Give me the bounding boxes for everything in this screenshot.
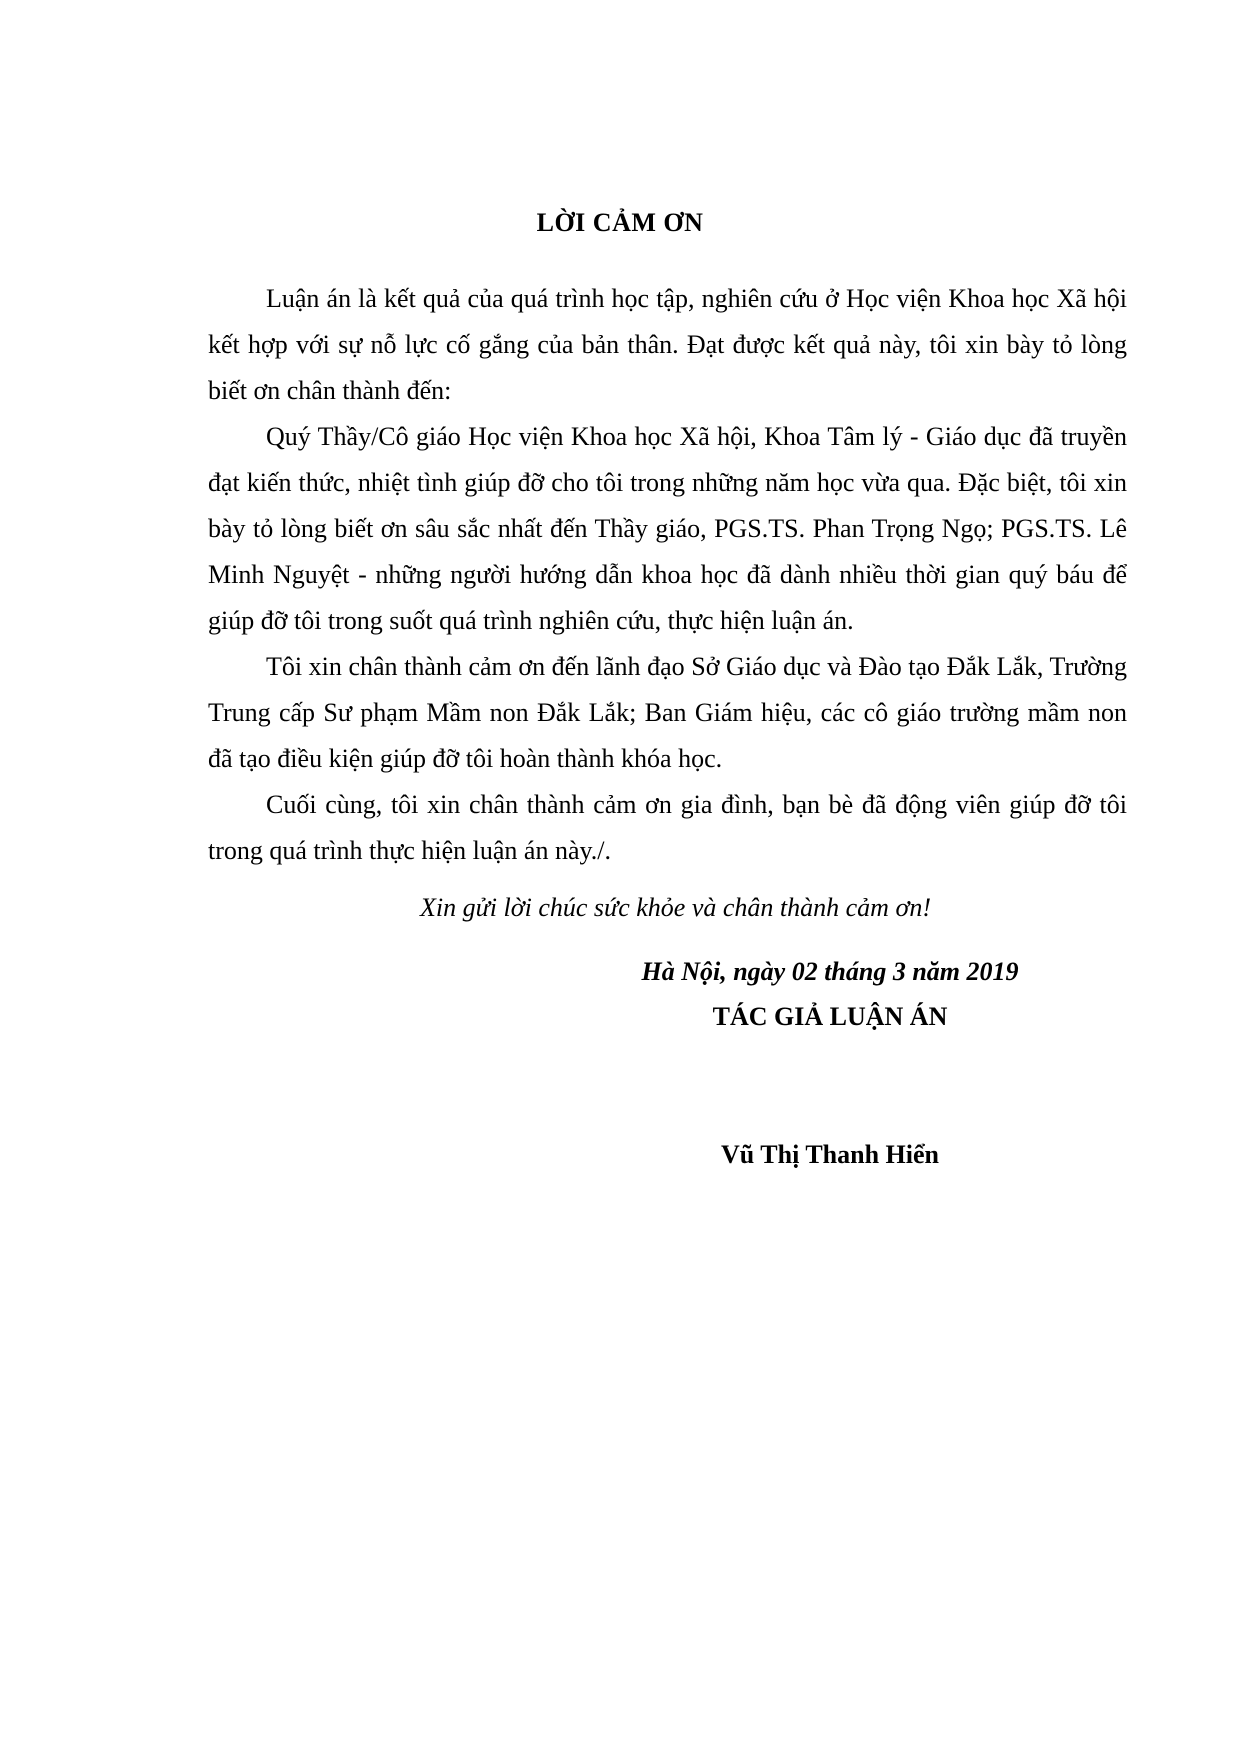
signature-place-date: Hà Nội, ngày 02 tháng 3 năm 2019 — [641, 957, 1019, 986]
paragraph-intro: Luận án là kết quả của quá trình học tập, nghiên cứu ở Học viện Khoa học Xã hội kết hợp với sự nỗ lực cố gắng của bản thân. Đạt được kết quả này, tôi xin bày tỏ lòng biết ơn chân thành đến: — [208, 284, 1127, 405]
body-text — [208, 276, 1127, 874]
paragraph-teachers: Quý Thầy/Cô giáo Học viện Khoa học Xã hội, Khoa Tâm lý - Giáo dục đã truyền đạt kiến thức, nhiệt tình giúp đỡ cho tôi trong những năm học vừa qua. Đặc biệt, tôi xin bày tỏ lòng biết ơn sâu sắc nhất đến Thầy giáo, PGS.TS. Phan Trọng Ngọ; PGS.TS. Lê Minh Nguyệt - những người hướng dẫn khoa học đã dành nhiều thời gian quý báu để giúp đỡ tôi trong suốt quá trình nghiên cứu, thực hiện luận án. — [208, 422, 1127, 635]
signature-name: Vũ Thị Thanh Hiển — [721, 1140, 939, 1169]
paragraph-family: Cuối cùng, tôi xin chân thành cảm ơn gia đình, bạn bè đã động viên giúp đỡ tôi trong quá trình thực hiện luận án này./. — [208, 790, 1127, 865]
closing-line: Xin gửi lời chúc sức khỏe và chân thành cảm ơn! — [420, 893, 931, 922]
signature-role: TÁC GIẢ LUẬN ÁN — [712, 1002, 948, 1031]
paragraph-institutions: Tôi xin chân thành cảm ơn đến lãnh đạo Sở Giáo dục và Đào tạo Đắk Lắk, Trường Trung cấp Sư phạm Mầm non Đắk Lắk; Ban Giám hiệu, các cô giáo trường mầm non đã tạo điều kiện giúp đỡ tôi hoàn thành khóa học. — [208, 652, 1127, 773]
page-title: LỜI CẢM ƠN — [536, 208, 704, 237]
